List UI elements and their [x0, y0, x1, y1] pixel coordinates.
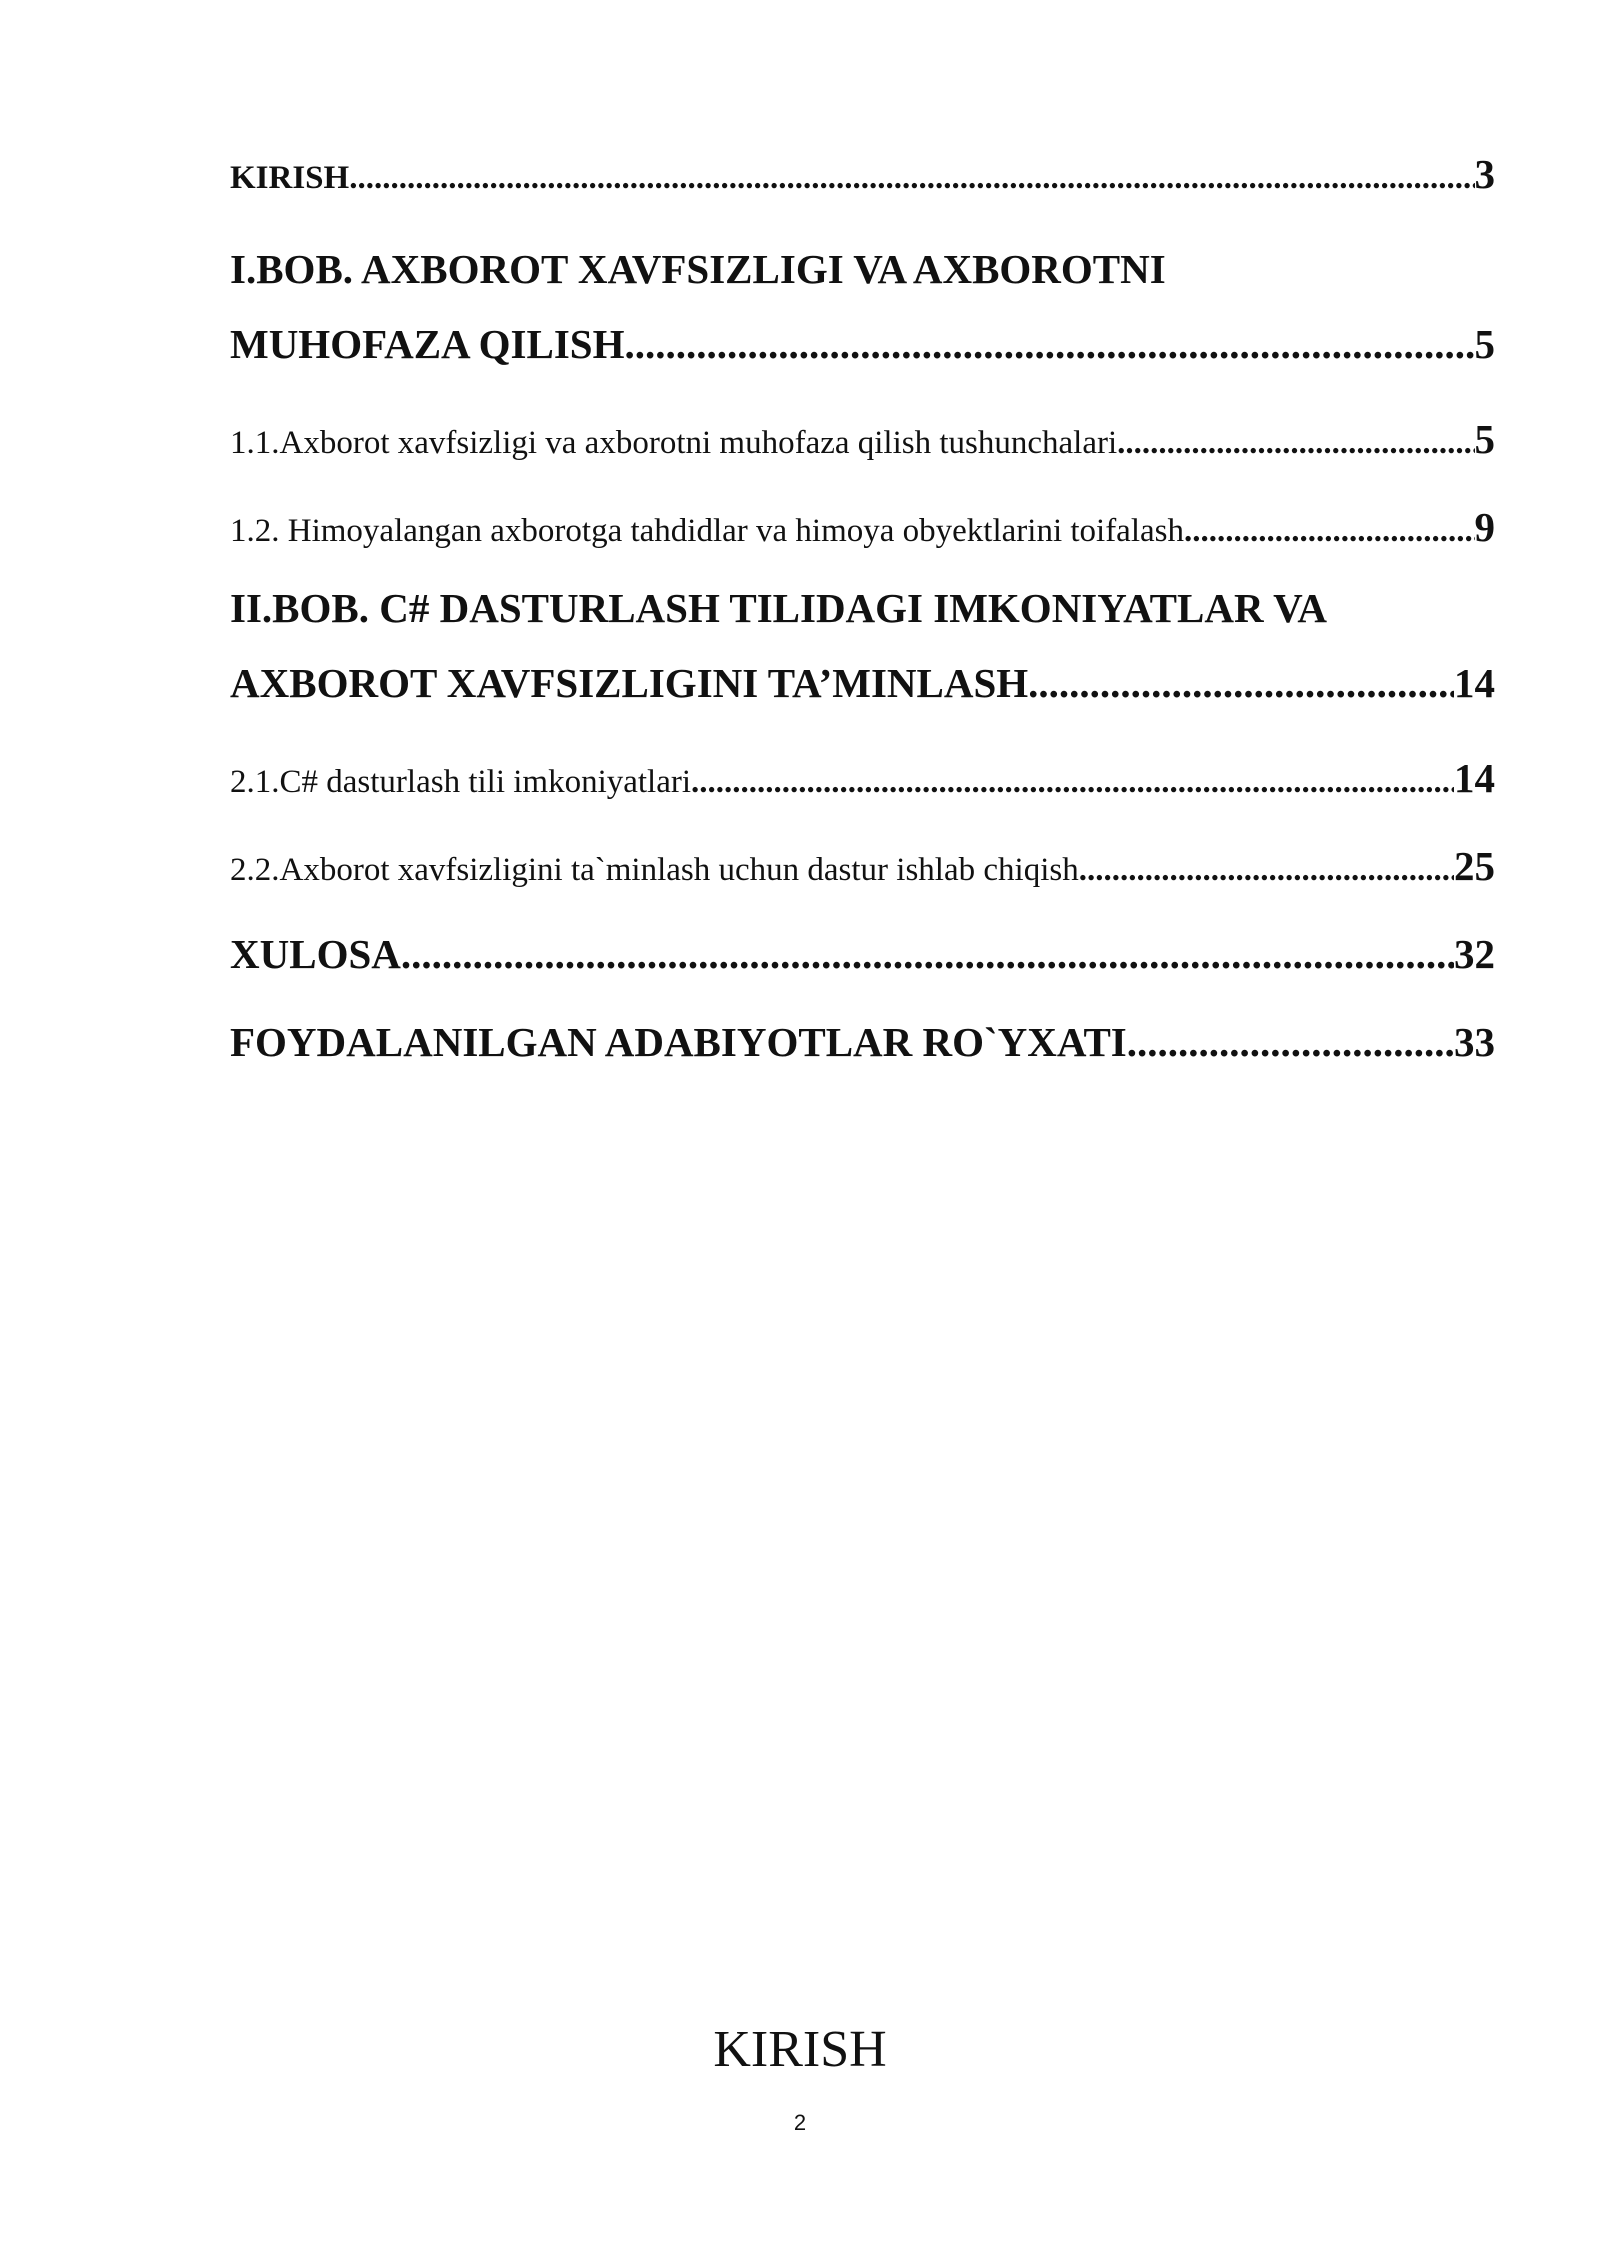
toc-entry-page: 9	[1474, 504, 1495, 550]
toc-entry-page: 32	[1454, 931, 1495, 977]
toc-entry-page: 5	[1474, 321, 1495, 367]
toc-entry-page: 14	[1454, 755, 1495, 801]
toc-entry-label: 2.2.Axborot xavfsizligini ta`minlash uchun dastur ishlab chiqish	[230, 852, 1079, 888]
toc-entry-section-1-2[interactable]	[230, 483, 1495, 571]
dot-leader	[1028, 646, 1454, 721]
dot-leader	[349, 160, 1474, 197]
section-heading: KIRISH	[713, 2021, 887, 2078]
toc-entry-page: 5	[1474, 416, 1495, 462]
toc-entry-kirish[interactable]	[230, 150, 1495, 210]
toc-chapter-1-title-line1: I.BOB. AXBOROT XAVFSIZLIGI VA AXBOROTNI	[230, 246, 1166, 292]
toc-chapter-2-title-line1: II.BOB. C# DASTURLASH TILIDAGI IMKONIYATLAR VA	[230, 585, 1328, 631]
dot-leader	[691, 738, 1454, 822]
toc-entry-section-1-1[interactable]	[230, 395, 1495, 483]
toc-entry-section-2-2[interactable]	[230, 822, 1495, 910]
toc-entry-chapter-1[interactable]	[230, 307, 1495, 395]
dot-leader	[1127, 998, 1454, 1086]
toc-entry-chapter-2[interactable]	[230, 646, 1495, 734]
dot-leader	[625, 307, 1475, 382]
toc-entry-references[interactable]	[230, 998, 1495, 1086]
toc-entry-label: 2.1.C# dasturlash tili imkoniyatlari	[230, 764, 692, 800]
toc-entry-label: KIRISH	[230, 160, 350, 196]
toc-entry-page: 33	[1454, 1019, 1495, 1065]
dot-leader	[1117, 399, 1474, 483]
dot-leader	[401, 910, 1454, 998]
toc-entry-label: XULOSA	[230, 931, 401, 977]
toc-entry-section-2-1[interactable]	[230, 734, 1495, 822]
toc-entry-page: 14	[1454, 660, 1495, 706]
toc-entry-label: MUHOFAZA QILISH	[230, 321, 625, 367]
page-number: 2	[793, 2110, 807, 2135]
toc-entry-label: FOYDALANILGAN ADABIYOTLAR RO`YXATI	[230, 1019, 1127, 1065]
toc-entry-page: 25	[1454, 843, 1495, 889]
toc-entry-xulosa[interactable]	[230, 910, 1495, 998]
toc-entry-label: 1.1.Axborot xavfsizligi va axborotni muhofaza qilish tushunchalari	[230, 425, 1118, 461]
dot-leader	[1079, 826, 1454, 910]
dot-leader	[1184, 487, 1475, 571]
toc-entry-page: 3	[1474, 151, 1495, 197]
toc-entry-label: 1.2. Himoyalangan axborotga tahdidlar va himoya obyektlarini toifalash	[230, 513, 1184, 549]
table-of-contents	[230, 150, 1495, 1086]
toc-entry-label: AXBOROT XAVFSIZLIGINI TA’MINLASH	[230, 660, 1029, 706]
